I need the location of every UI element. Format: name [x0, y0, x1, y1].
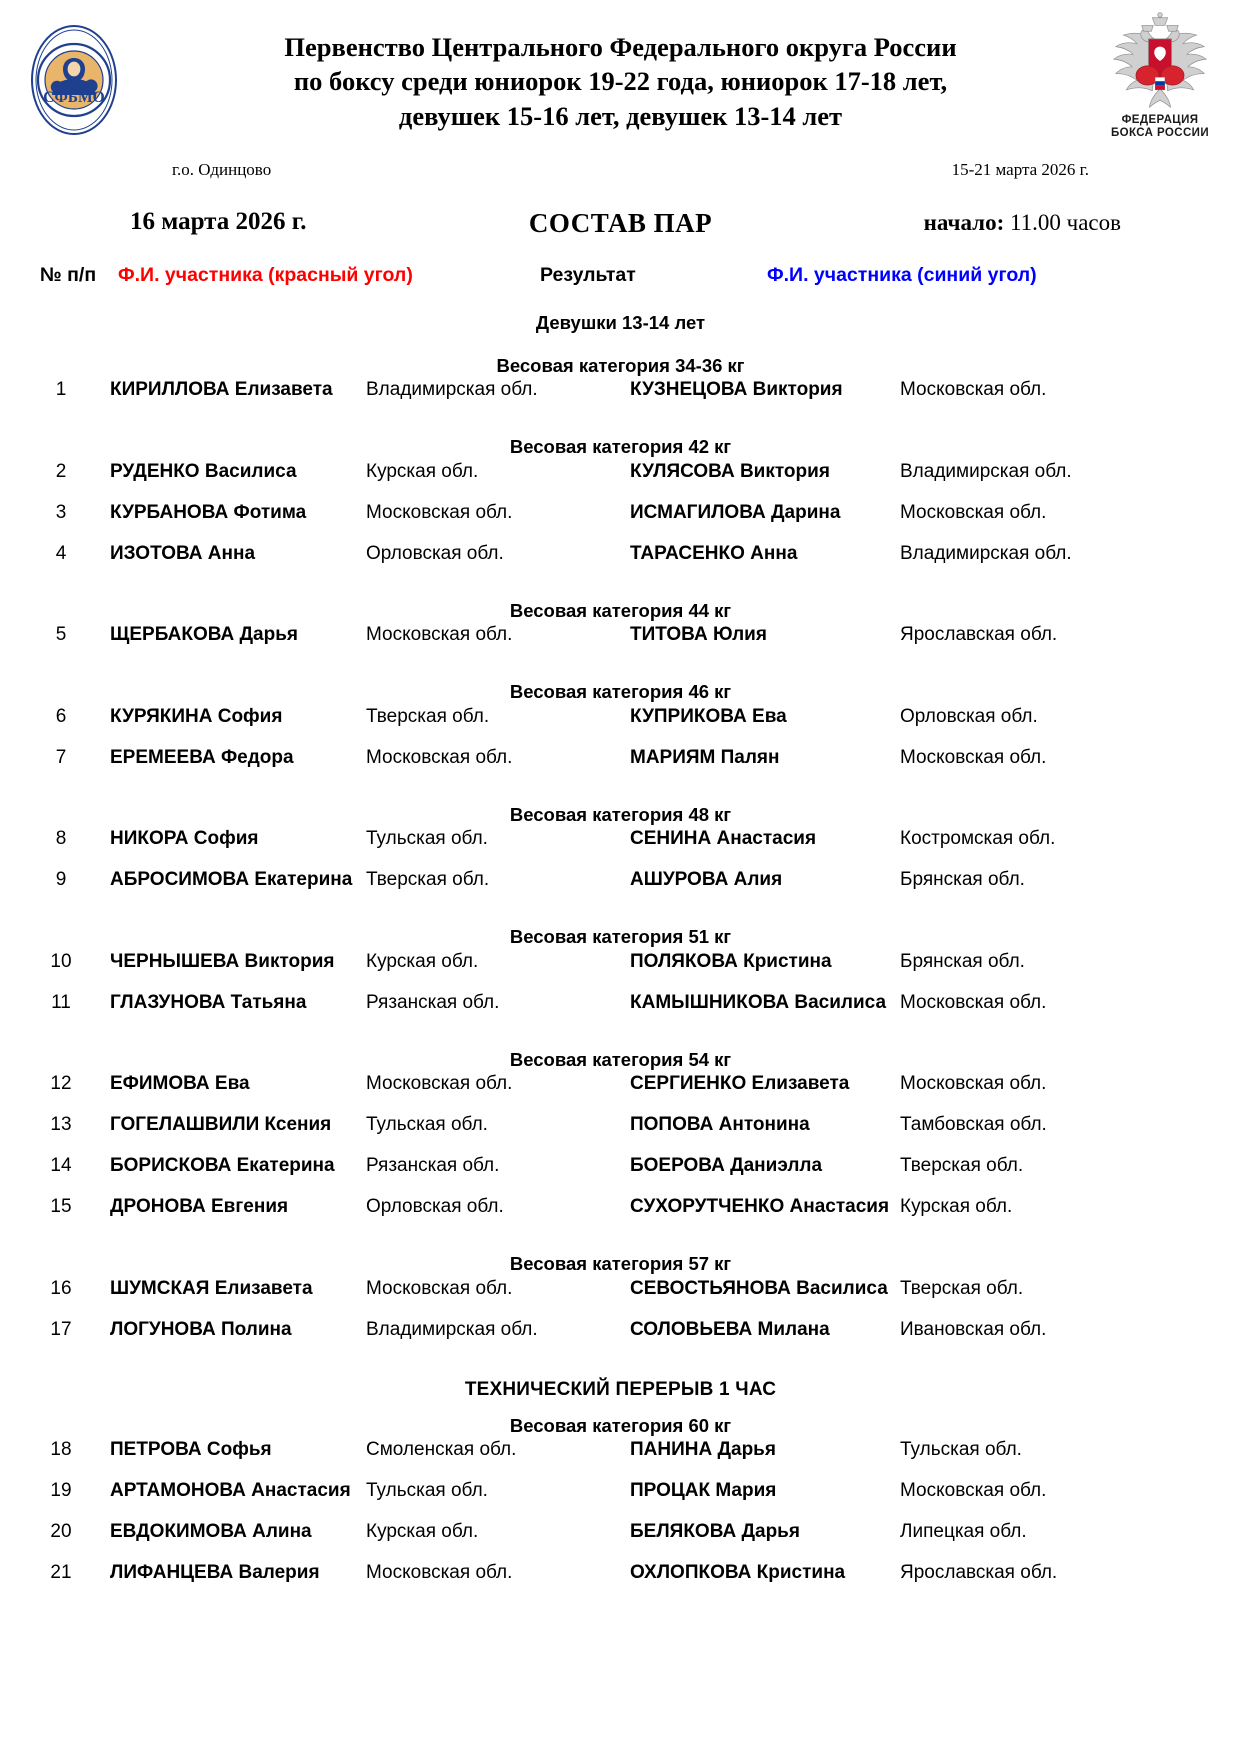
table-row: [0, 1521, 1241, 1562]
weight-class-heading: Весовая категория 42 кг: [509, 436, 732, 457]
blue-corner-name: ПРОЦАК Мария: [630, 1480, 777, 1501]
red-corner-name: ЧЕРНЫШЕВА Виктория: [110, 950, 335, 972]
session-start-label: начало:: [923, 210, 1005, 235]
bout-number: 5: [55, 624, 67, 645]
table-row: [0, 706, 1241, 747]
blue-corner-region: Московская обл.: [900, 746, 1047, 768]
weight-class-rows: [0, 706, 1241, 788]
red-corner-region: Московская обл.: [366, 624, 513, 645]
red-corner-region: Московская обл.: [366, 501, 513, 523]
session-header-row: [0, 208, 1241, 252]
table-row: [0, 543, 1241, 584]
table-row: [0, 461, 1241, 502]
weight-class-rows: [0, 951, 1241, 1033]
red-corner-region: Московская обл.: [366, 746, 513, 768]
red-corner-region: Орловская обл.: [366, 542, 504, 564]
svg-text:СФБМО: СФБМО: [43, 89, 105, 106]
weight-class-heading: Весовая категория 44 кг: [509, 599, 732, 621]
table-row: [0, 379, 1241, 420]
table-row: [0, 951, 1241, 992]
age-group-heading: Девушки 13-14 лет: [535, 312, 706, 333]
blue-corner-region: Московская обл.: [900, 1480, 1047, 1501]
page-title: [160, 30, 1081, 133]
red-corner-region: Тульская обл.: [366, 828, 488, 849]
red-corner-region: Владимирская обл.: [366, 379, 538, 400]
blue-corner-name: ТАРАСЕНКО Анна: [630, 542, 798, 564]
blue-corner-name: СУХОРУТЧЕНКО Анастасия: [630, 1196, 890, 1217]
bout-number: 20: [50, 1521, 72, 1542]
event-city: г.о. Одинцово: [172, 160, 272, 179]
blue-corner-name: ПОЛЯКОВА Кристина: [630, 950, 832, 972]
blue-corner-name: МАРИЯМ Палян: [630, 746, 780, 768]
red-corner-name: ПЕТРОВА Софья: [110, 1439, 272, 1460]
table-row: [0, 992, 1241, 1033]
red-corner-region: Московская обл.: [366, 1073, 513, 1094]
table-row: [0, 1196, 1241, 1237]
red-corner-name: ЕФИМОВА Ева: [110, 1073, 250, 1094]
bout-number: 7: [55, 746, 67, 768]
bout-number: 16: [50, 1277, 72, 1299]
table-column-headers: [0, 264, 1241, 298]
table-row: [0, 1073, 1241, 1114]
red-corner-region: Смоленская обл.: [366, 1439, 517, 1460]
red-corner-name: РУДЕНКО Василиса: [110, 460, 297, 482]
bout-number: 18: [50, 1439, 72, 1460]
blue-corner-region: Тульская обл.: [900, 1439, 1022, 1460]
red-corner-region: Курская обл.: [366, 460, 479, 482]
bout-number: 6: [55, 705, 67, 727]
blue-corner-region: Ярославская обл.: [900, 624, 1058, 645]
column-header-number: № п/п: [40, 264, 97, 286]
session-start-time: 11.00 часов: [1010, 210, 1121, 235]
table-row: [0, 1439, 1241, 1480]
weight-class-heading: Весовая категория 57 кг: [509, 1253, 732, 1274]
table-row: [0, 1562, 1241, 1603]
event-dates: 15-21 марта 2026 г.: [951, 160, 1089, 179]
red-corner-name: ЕРЕМЕЕВА Федора: [110, 746, 294, 768]
red-corner-name: ГОГЕЛАШВИЛИ Ксения: [110, 1114, 332, 1135]
red-corner-region: Рязанская обл.: [366, 1155, 500, 1176]
red-corner-name: ЛОГУНОВА Полина: [110, 1318, 292, 1340]
blue-corner-region: Тверская обл.: [900, 1277, 1024, 1299]
weight-class-heading: Весовая категория 54 кг: [509, 1048, 732, 1070]
bout-number: 17: [50, 1318, 72, 1340]
sheet-title: СОСТАВ ПАР: [528, 208, 713, 238]
red-corner-name: ЩЕРБАКОВА Дарья: [110, 624, 298, 645]
blue-corner-region: Тверская обл.: [900, 1155, 1024, 1176]
title-line-2: по боксу среди юниорок 19-22 года, юниорок 17-18 лет,: [293, 66, 948, 97]
russian-boxing-federation-logo: [1093, 12, 1227, 144]
sfbmo-logo: [16, 22, 132, 138]
bout-number: 21: [50, 1562, 72, 1583]
table-row: [0, 1155, 1241, 1196]
bout-number: 9: [55, 869, 67, 890]
table-row: [0, 1480, 1241, 1521]
red-corner-name: ДРОНОВА Евгения: [110, 1196, 289, 1217]
blue-corner-name: КАМЫШНИКОВА Василиса: [630, 991, 887, 1013]
red-corner-name: АРТАМОНОВА Анастасия: [110, 1480, 351, 1501]
blue-corner-name: КУЛЯСОВА Виктория: [630, 460, 830, 482]
red-corner-name: ГЛАЗУНОВА Татьяна: [110, 991, 307, 1013]
red-corner-region: Курская обл.: [366, 950, 479, 972]
table-row: [0, 1114, 1241, 1155]
blue-corner-region: Орловская обл.: [900, 705, 1038, 727]
blue-corner-region: Владимирская обл.: [900, 460, 1072, 482]
weight-class-rows: [0, 624, 1241, 665]
blue-corner-name: СЕРГИЕНКО Елизавета: [630, 1073, 850, 1094]
red-corner-name: КУРБАНОВА Фотима: [110, 501, 307, 523]
weight-class-heading: Весовая категория 48 кг: [509, 803, 732, 825]
red-corner-name: ЛИФАНЦЕВА Валерия: [110, 1562, 320, 1583]
table-row: [0, 502, 1241, 543]
blue-corner-name: КУЗНЕЦОВА Виктория: [630, 379, 843, 400]
table-row: [0, 828, 1241, 869]
red-corner-name: ИЗОТОВА Анна: [110, 542, 256, 564]
weight-class-heading: Весовая категория 46 кг: [509, 681, 732, 702]
session-start: [924, 210, 1121, 236]
blue-corner-region: Липецкая обл.: [900, 1521, 1027, 1542]
weight-class-rows: [0, 828, 1241, 910]
pairs-table: [0, 314, 1241, 1603]
table-row: [0, 624, 1241, 665]
bout-number: 4: [55, 542, 67, 564]
red-corner-region: Владимирская обл.: [366, 1318, 538, 1340]
blue-corner-region: Тамбовская обл.: [900, 1114, 1047, 1135]
column-header-result: Результат: [540, 264, 636, 286]
bout-number: 19: [50, 1480, 72, 1501]
bout-number: 11: [51, 991, 71, 1013]
blue-corner-name: СОЛОВЬЕВА Милана: [630, 1318, 830, 1340]
blue-corner-name: БЕЛЯКОВА Дарья: [630, 1521, 800, 1542]
red-corner-region: Тульская обл.: [366, 1114, 488, 1135]
weight-class-heading: Весовая категория 51 кг: [509, 926, 732, 947]
weight-class-rows: [0, 461, 1241, 584]
weight-class-rows: [0, 1439, 1241, 1603]
red-corner-region: Тверская обл.: [366, 705, 490, 727]
bout-number: 10: [50, 950, 72, 972]
title-line-3: девушек 15-16 лет, девушек 13-14 лет: [398, 100, 843, 131]
blue-corner-region: Курская обл.: [900, 1196, 1013, 1217]
blue-corner-region: Московская обл.: [900, 991, 1047, 1013]
bout-number: 8: [55, 828, 67, 849]
red-corner-region: Тверская обл.: [366, 869, 490, 890]
weight-class-rows: [0, 379, 1241, 420]
blue-corner-region: Московская обл.: [900, 501, 1047, 523]
red-corner-name: БОРИСКОВА Екатерина: [110, 1155, 335, 1176]
bout-number: 3: [55, 501, 67, 523]
blue-corner-name: ПАНИНА Дарья: [630, 1439, 776, 1460]
bout-number: 12: [50, 1073, 72, 1094]
fbr-caption-line-2: БОКСА РОССИИ: [1110, 126, 1209, 139]
blue-corner-region: Брянская обл.: [900, 950, 1025, 972]
blue-corner-name: ПОПОВА Антонина: [630, 1114, 810, 1135]
red-corner-region: Московская обл.: [366, 1562, 513, 1583]
blue-corner-name: ОХЛОПКОВА Кристина: [630, 1562, 846, 1583]
red-corner-region: Московская обл.: [366, 1277, 513, 1299]
blue-corner-name: ТИТОВА Юлия: [630, 624, 767, 645]
blue-corner-region: Московская обл.: [900, 379, 1047, 400]
blue-corner-region: Владимирская обл.: [900, 542, 1072, 564]
fbr-caption: [1093, 114, 1227, 140]
weight-class-list: [0, 339, 1241, 1604]
bout-number: 15: [50, 1196, 72, 1217]
red-corner-name: ШУМСКАЯ Елизавета: [110, 1277, 313, 1299]
red-corner-name: АБРОСИМОВА Екатерина: [110, 869, 353, 890]
weight-class-rows: [0, 1278, 1241, 1360]
fbr-caption-line-1: ФЕДЕРАЦИЯ: [1121, 114, 1199, 126]
technical-break-heading: ТЕХНИЧЕСКИЙ ПЕРЕРЫВ 1 ЧАС: [464, 1378, 777, 1400]
weight-class-rows: [0, 1073, 1241, 1237]
blue-corner-name: ИСМАГИЛОВА Дарина: [630, 501, 841, 523]
weight-class-heading: Весовая категория 60 кг: [509, 1414, 732, 1436]
red-corner-name: ЕВДОКИМОВА Алина: [110, 1521, 312, 1542]
blue-corner-name: СЕНИНА Анастасия: [630, 828, 817, 849]
red-corner-region: Орловская обл.: [366, 1196, 504, 1217]
column-header-blue-corner: Ф.И. участника (синий угол): [767, 264, 1037, 286]
blue-corner-name: КУПРИКОВА Ева: [630, 705, 787, 727]
blue-corner-region: Ярославская обл.: [900, 1562, 1058, 1583]
blue-corner-region: Московская обл.: [900, 1073, 1047, 1094]
bout-number: 13: [50, 1114, 72, 1135]
blue-corner-name: БОЕРОВА Даниэлла: [630, 1155, 823, 1176]
table-row: [0, 869, 1241, 910]
bout-number: 14: [50, 1155, 72, 1176]
title-line-1: Первенство Центрального Федерального округа России: [284, 32, 957, 62]
table-row: [0, 1278, 1241, 1319]
column-header-red-corner: Ф.И. участника (красный угол): [118, 264, 413, 286]
bout-number: 1: [55, 379, 67, 400]
blue-corner-name: АШУРОВА Алия: [630, 869, 783, 890]
session-date: 16 марта 2026 г.: [130, 208, 307, 235]
table-row: [0, 1319, 1241, 1360]
table-row: [0, 747, 1241, 788]
red-corner-name: НИКОРА София: [110, 828, 259, 849]
blue-corner-region: Брянская обл.: [900, 869, 1025, 890]
weight-class-heading: Весовая категория 34-36 кг: [496, 354, 745, 376]
red-corner-name: КИРИЛЛОВА Елизавета: [110, 379, 333, 400]
red-corner-region: Курская обл.: [366, 1521, 479, 1542]
bout-number: 2: [55, 460, 67, 482]
event-meta-row: [0, 150, 1241, 190]
document-header: [0, 0, 1241, 150]
red-corner-name: КУРЯКИНА София: [110, 705, 283, 727]
red-corner-region: Тульская обл.: [366, 1480, 488, 1501]
red-corner-region: Рязанская обл.: [366, 991, 500, 1013]
blue-corner-region: Костромская обл.: [900, 828, 1056, 849]
blue-corner-name: СЕВОСТЬЯНОВА Василиса: [630, 1277, 888, 1299]
blue-corner-region: Ивановская обл.: [900, 1318, 1047, 1340]
